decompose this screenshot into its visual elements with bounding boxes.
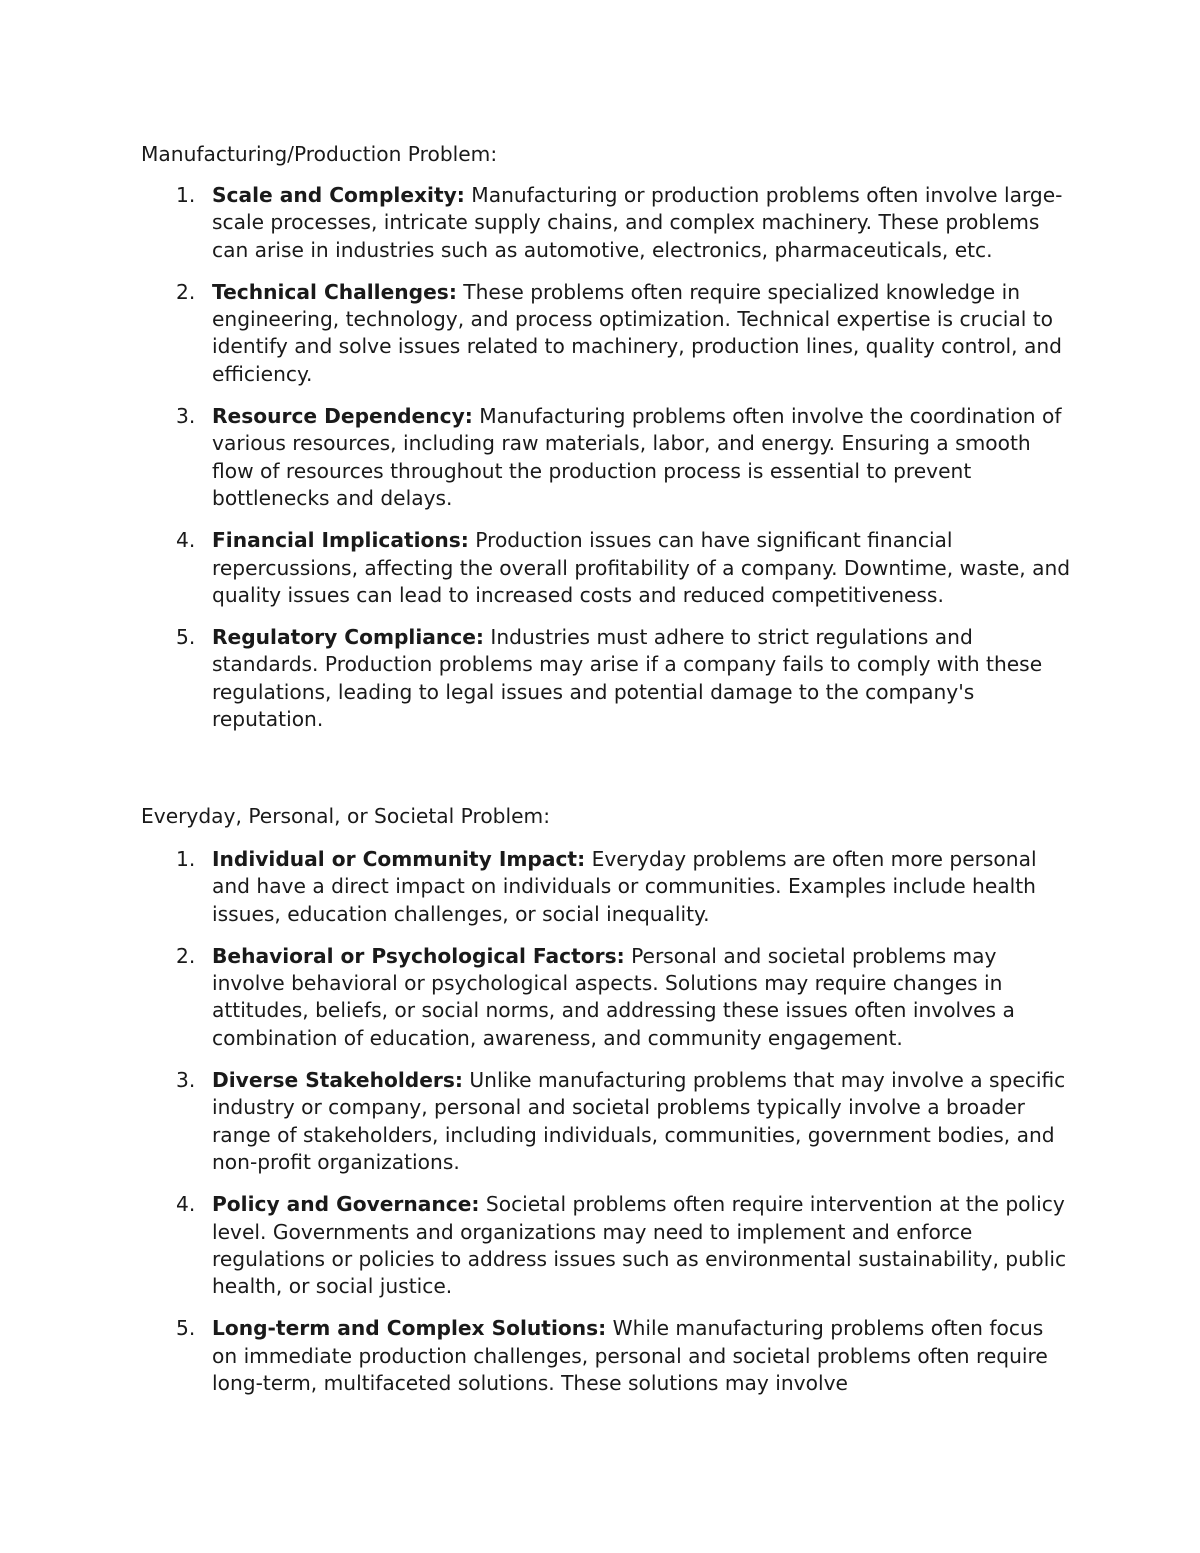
list-number: 2. [176,279,196,304]
list-item [0,624,1072,733]
list-item [0,403,1072,512]
list-number: 2. [176,943,196,968]
item-text: Unlike manufacturing problems that may involve a specific industry or company, personal and societal problems typically involve a broader range of stakeholders, including individuals, communities, government bodies, and non-profit organizations. [212,1068,1066,1174]
list-number: 4. [176,1192,196,1217]
item-term: Regulatory Compliance: [212,625,484,650]
item-text: While manufacturing problems often focus on immediate production challenges, personal and societal problems often require long-term, multifaceted solutions. These solutions may involve [212,1316,1048,1396]
item-text: These problems often require specialized knowledge in engineering, technology, and process optimization. Technical expertise is crucial to identify and solve issues related to machinery, production lines, quality control, and efficiency. [212,279,1062,386]
item-term: Technical Challenges: [212,279,457,304]
list-number: 3. [176,1068,196,1093]
item-text: Manufacturing problems often involve the coordination of various resources, including raw materials, labor, and energy. Ensuring a smooth flow of resources throughout the production process is essential to prevent bottlenecks and delays. [212,404,1062,510]
list-number: 1. [176,847,196,871]
list-item [0,846,1072,928]
item-text: Manufacturing or production problems often involve large-scale processes, intricate supply chains, and complex machinery. These problems can arise in industries such as automotive, electronics, pharmaceuticals, etc. [212,183,1063,262]
list-item [0,1191,1072,1300]
list-item [0,527,1072,609]
item-term: Individual or Community Impact: [212,847,586,871]
section-heading-everyday: Everyday, Personal, or Societal Problem: [141,804,550,828]
list-item [0,943,1072,1052]
item-term: Long-term and Complex Solutions: [212,1316,607,1341]
item-term: Behavioral or Psychological Factors: [212,943,625,968]
list-number: 1. [176,183,196,207]
manufacturing-list [0,182,1200,748]
list-item [0,1067,1072,1176]
section-heading-manufacturing: Manufacturing/Production Problem: [141,142,498,166]
item-text: Everyday problems are often more personal and have a direct impact on individuals or communities. Examples include health issues, education challenges, or social inequality. [212,847,1037,926]
item-text: Production issues can have significant financial repercussions, affecting the overall profitability of a company. Downtime, waste, and quality issues can lead to increased costs and reduced competitiveness. [212,528,1071,607]
list-number: 5. [176,625,196,650]
item-term: Scale and Complexity: [212,183,465,207]
item-term: Resource Dependency: [212,404,473,429]
list-number: 4. [176,528,196,553]
list-number: 3. [176,404,196,429]
item-term: Diverse Stakeholders: [212,1068,463,1093]
list-item [0,1315,1072,1397]
item-text: Personal and societal problems may involve behavioral or psychological aspects. Solutions may require changes in attitudes, beliefs, or social norms, and addressing these issues often involves a combination of education, awareness, and community engagement. [212,943,1015,1050]
item-text: Societal problems often require intervention at the policy level. Governments and organizations may need to implement and enforce regulations or policies to address issues such as environmental sustainability, public health, or social justice. [212,1192,1067,1299]
list-item [0,182,1072,264]
item-text: Industries must adhere to strict regulations and standards. Production problems may arise if a company fails to comply with these regulations, leading to legal issues and potential damage to the company's reputation. [212,625,1043,732]
list-item [0,279,1072,388]
item-term: Policy and Governance: [212,1192,480,1217]
list-number: 5. [176,1316,196,1341]
everyday-list [0,846,1200,1412]
item-term: Financial Implications: [212,528,469,553]
